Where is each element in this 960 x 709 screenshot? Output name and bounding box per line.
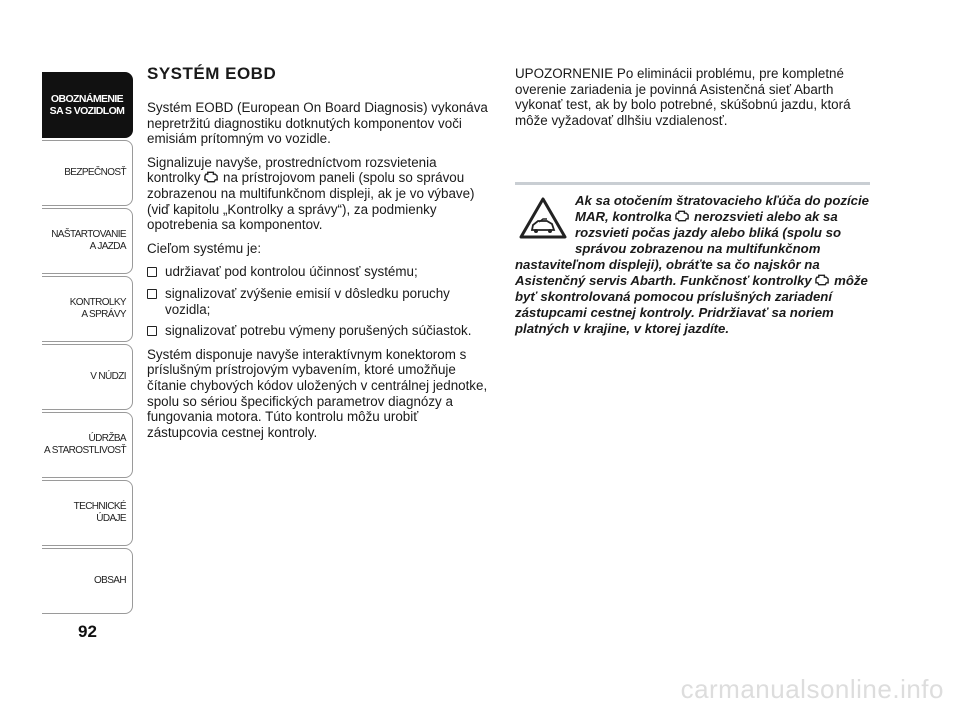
warning-text-c: môže byť skontrolovaná pomocou príslušných zariadení zástupcami cestnej kontroly. Pridržiavať sa noriem platných v krajine, v ktorej jazdíte. xyxy=(515,273,868,337)
paragraph-signal xyxy=(147,155,492,233)
goal-list xyxy=(147,264,492,338)
tab-kontrolky[interactable]: KONTROLKY A SPRÁVY xyxy=(42,276,133,342)
paragraph-signal-b: na prístrojovom paneli (spolu so správou zobrazenou na multifunkčnom displeji, ak je vo výbave) (viď kapitolu „Kontrolky a správy“), za podmienky opotrebenia sa komponentov. xyxy=(147,170,475,233)
engine-check-lamp-icon xyxy=(815,274,830,286)
warning-box xyxy=(515,193,870,337)
tab-obsah[interactable]: OBSAH xyxy=(42,548,133,614)
left-column xyxy=(147,64,492,448)
section-title: SYSTÉM EOBD xyxy=(147,64,277,83)
warning-triangle-car-icon xyxy=(519,197,567,239)
tab-nastartovanie[interactable]: NAŠTARTOVANIE A JAZDA xyxy=(42,208,133,274)
tab-oboznamenie[interactable]: OBOZNÁMENIE SA S VOZIDLOM xyxy=(42,72,133,138)
warning-text-a: Ak sa otočením štratovacieho kľúča do pozície MAR, kontrolka xyxy=(575,193,869,225)
warning-text-b: nerozsvieti alebo ak sa rozsvieti počas jazdy alebo bliká (spolu so správou zobrazenou na multifunkčnom nastaviteľnom displeji), obráťte sa čo najskôr na Asistenčný servis Abarth. Funkčnosť kontrolky xyxy=(515,209,842,289)
right-column xyxy=(515,66,870,337)
paragraph-intro: Systém EOBD (European On Board Diagnosis) vykonáva nepretržitú diagnostiku dotknutých komponentov voči emisiám prítomným vo vozidle. xyxy=(147,100,488,147)
checkbox-bullet-icon xyxy=(147,326,157,336)
checkbox-bullet-icon xyxy=(147,289,157,299)
tab-bezpecnost[interactable]: BEZPEČNOSŤ xyxy=(42,140,133,206)
paragraph-connector: Systém disponuje navyše interaktívnym konektorom s príslušným prístrojovým vybavením, ktoré umožňuje čítanie chybových kódov uložených v centrálnej jednotke, spolu so sériou špecifických parametrov diagnózy a fungovania motora. Túto kontrolu môžu urobiť zástupcovia cestnej kontroly. xyxy=(147,346,488,440)
list-item: signalizovať potrebu výmeny porušených súčiastok. xyxy=(147,323,492,339)
tab-udrzba[interactable]: ÚDRŽBA A STAROSTLIVOSŤ xyxy=(42,412,133,478)
list-item: signalizovať zvýšenie emisií v dôsledku poruchy vozidla; xyxy=(147,286,492,317)
engine-check-lamp-icon xyxy=(204,171,219,183)
paragraph-goal: Cieľom systému je: xyxy=(147,240,262,256)
tab-v-nudzi[interactable]: V NÚDZI xyxy=(42,344,133,410)
divider xyxy=(515,182,870,185)
chapter-tabs xyxy=(42,72,133,616)
note-paragraph: UPOZORNENIE Po eliminácii problému, pre kompletné overenie zariadenia je povinná Asistenčná sieť Abarth vykonať test, ak by bolo potrebné, skúšobnú jazdu, ktorá môže vyžadovať dlhšiu vzdialenosť. xyxy=(515,66,851,128)
tab-technicke[interactable]: TECHNICKÉ ÚDAJE xyxy=(42,480,133,546)
page-number: 92 xyxy=(78,622,97,641)
watermark: carmanualsonline.info xyxy=(680,674,944,704)
list-item: udržiavať pod kontrolou účinnosť systému; xyxy=(147,264,492,280)
engine-check-lamp-icon xyxy=(675,210,690,222)
paragraph-signal-a: Signalizuje navyše, prostredníctvom rozsvietenia kontrolky xyxy=(147,154,437,186)
checkbox-bullet-icon xyxy=(147,267,157,277)
